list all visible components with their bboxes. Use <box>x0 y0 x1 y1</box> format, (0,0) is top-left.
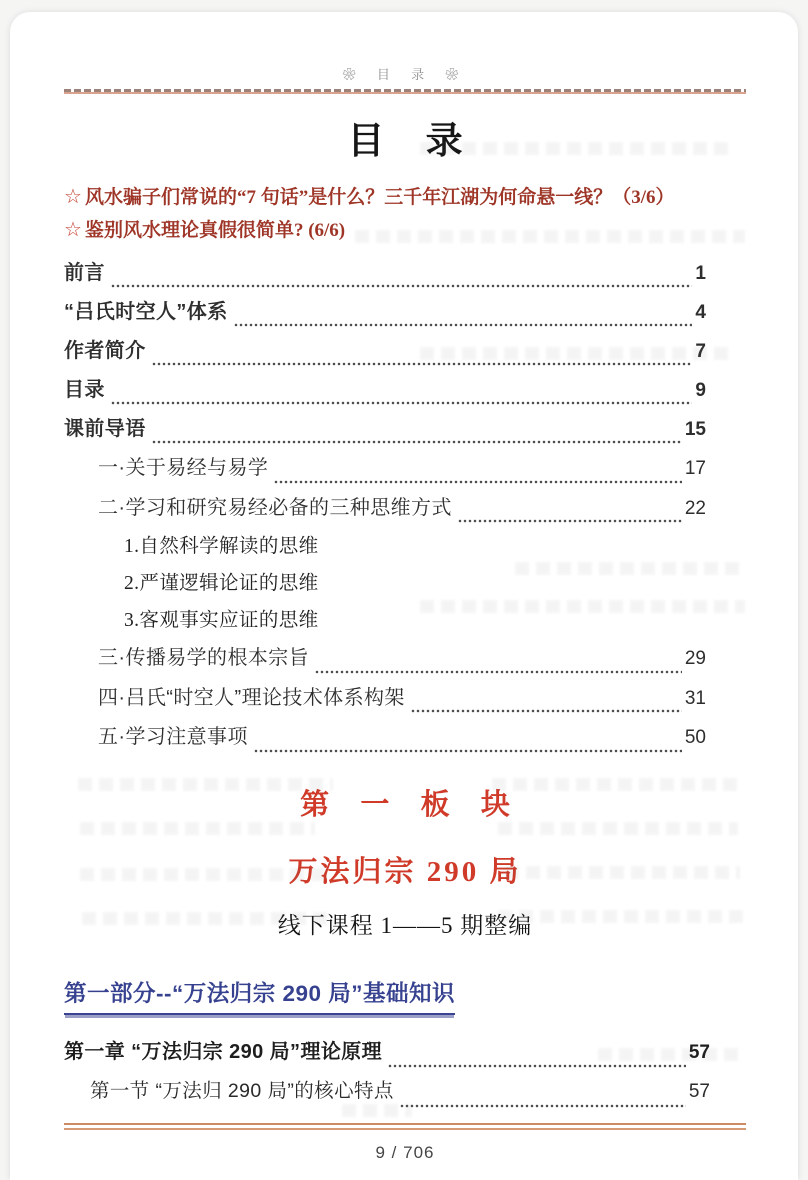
toc-entry-page: 9 <box>695 380 706 401</box>
star-icon: ☆ <box>64 186 82 208</box>
chapter-list <box>64 1035 746 1115</box>
dot-leader <box>152 440 682 444</box>
toc-entry-label: 1.自然科学解读的思维 <box>124 536 319 557</box>
toc-entry-page: 17 <box>684 458 706 479</box>
block-note: 线下课程 1——5 期整编 <box>277 912 533 938</box>
block-title-red: 万法归宗 290 局 <box>288 855 522 888</box>
star-icon: ☆ <box>64 219 82 241</box>
highlight-list <box>64 181 746 247</box>
toc-entry <box>64 451 706 491</box>
block-title: 第 一 板 块 <box>300 788 522 821</box>
document-page <box>10 12 798 1180</box>
dot-leader <box>111 284 693 288</box>
toc-entry <box>64 373 706 412</box>
toc-entry <box>64 567 706 604</box>
dot-leader <box>254 749 682 753</box>
toc-entry-label: 一·关于易经与易学 <box>98 457 269 479</box>
dot-leader <box>458 519 682 523</box>
highlight-text: 鉴别风水理论真假很简单? (6/6) <box>84 220 346 241</box>
toc-entry <box>64 412 706 451</box>
toc-entry-label: 课前导语 <box>64 418 146 440</box>
header-divider <box>64 89 746 94</box>
footer-divider <box>64 1123 746 1130</box>
toc-entry-label: 前言 <box>64 262 105 284</box>
part-heading-row <box>64 976 746 1015</box>
toc-entry <box>64 681 706 721</box>
toc-entry-label: 第一节 “万法归 290 局”的核心特点 <box>90 1079 394 1102</box>
toc-entry <box>64 295 706 334</box>
page-indicator: 9 / 706 <box>375 1142 435 1162</box>
dot-leader <box>411 709 682 713</box>
dot-leader <box>388 1064 686 1068</box>
toc-entry-label: 2.严谨逻辑论证的思维 <box>124 573 319 594</box>
toc-entry <box>64 604 706 641</box>
toc-entry-label: 作者简介 <box>64 340 146 362</box>
toc-entry-label: 四·吕氏“时空人”理论技术体系构架 <box>98 686 405 709</box>
toc-entry-label: 第一章 “万法归宗 290 局”理论原理 <box>64 1040 383 1063</box>
part-heading: 第一部分--“万法归宗 290 局”基础知识 <box>64 976 455 1015</box>
toc-entry <box>64 334 706 373</box>
toc-entry-label: 目录 <box>64 379 105 401</box>
highlight-item <box>64 214 746 247</box>
dot-leader <box>152 362 693 366</box>
toc-entry <box>64 530 706 567</box>
toc-entry-page: 29 <box>684 648 706 669</box>
toc-entry-label: “吕氏时空人”体系 <box>64 301 228 323</box>
toc-entry-page: 7 <box>695 341 706 362</box>
toc-entry-label: 二·学习和研究易经必备的三种思维方式 <box>98 496 452 519</box>
toc-list <box>64 256 746 760</box>
running-header: ❀ 目 录 ❀ <box>342 67 468 82</box>
dot-leader <box>111 401 693 405</box>
toc-entry-page: 22 <box>684 497 706 519</box>
dot-leader <box>400 1104 686 1108</box>
toc-entry-page: 50 <box>684 727 706 748</box>
toc-entry <box>64 641 706 681</box>
toc-entry-label: 五·学习注意事项 <box>98 726 248 748</box>
toc-entry <box>64 256 706 295</box>
dot-leader <box>234 323 693 327</box>
toc-entry-page: 57 <box>688 1041 710 1063</box>
toc-entry <box>64 1035 710 1075</box>
dot-leader <box>274 480 682 484</box>
toc-entry-page: 4 <box>695 302 706 323</box>
toc-entry <box>64 720 706 760</box>
dot-leader <box>315 670 682 674</box>
toc-entry-page: 31 <box>684 687 706 709</box>
highlight-item <box>64 181 746 214</box>
toc-entry <box>64 1075 710 1115</box>
toc-entry-page: 15 <box>684 419 706 440</box>
toc-entry-label: 三·传播易学的根本宗旨 <box>98 647 310 669</box>
highlight-text: 风水骗子们常说的“7 句话”是什么？三千年江湖为何命悬一线？（3/6） <box>84 187 675 208</box>
toc-entry-page: 57 <box>688 1080 710 1102</box>
toc-entry <box>64 491 706 531</box>
toc-entry-label: 3.客观事实应证的思维 <box>124 610 319 631</box>
toc-entry-page: 1 <box>695 263 706 284</box>
page-title: 目 录 <box>347 121 479 162</box>
